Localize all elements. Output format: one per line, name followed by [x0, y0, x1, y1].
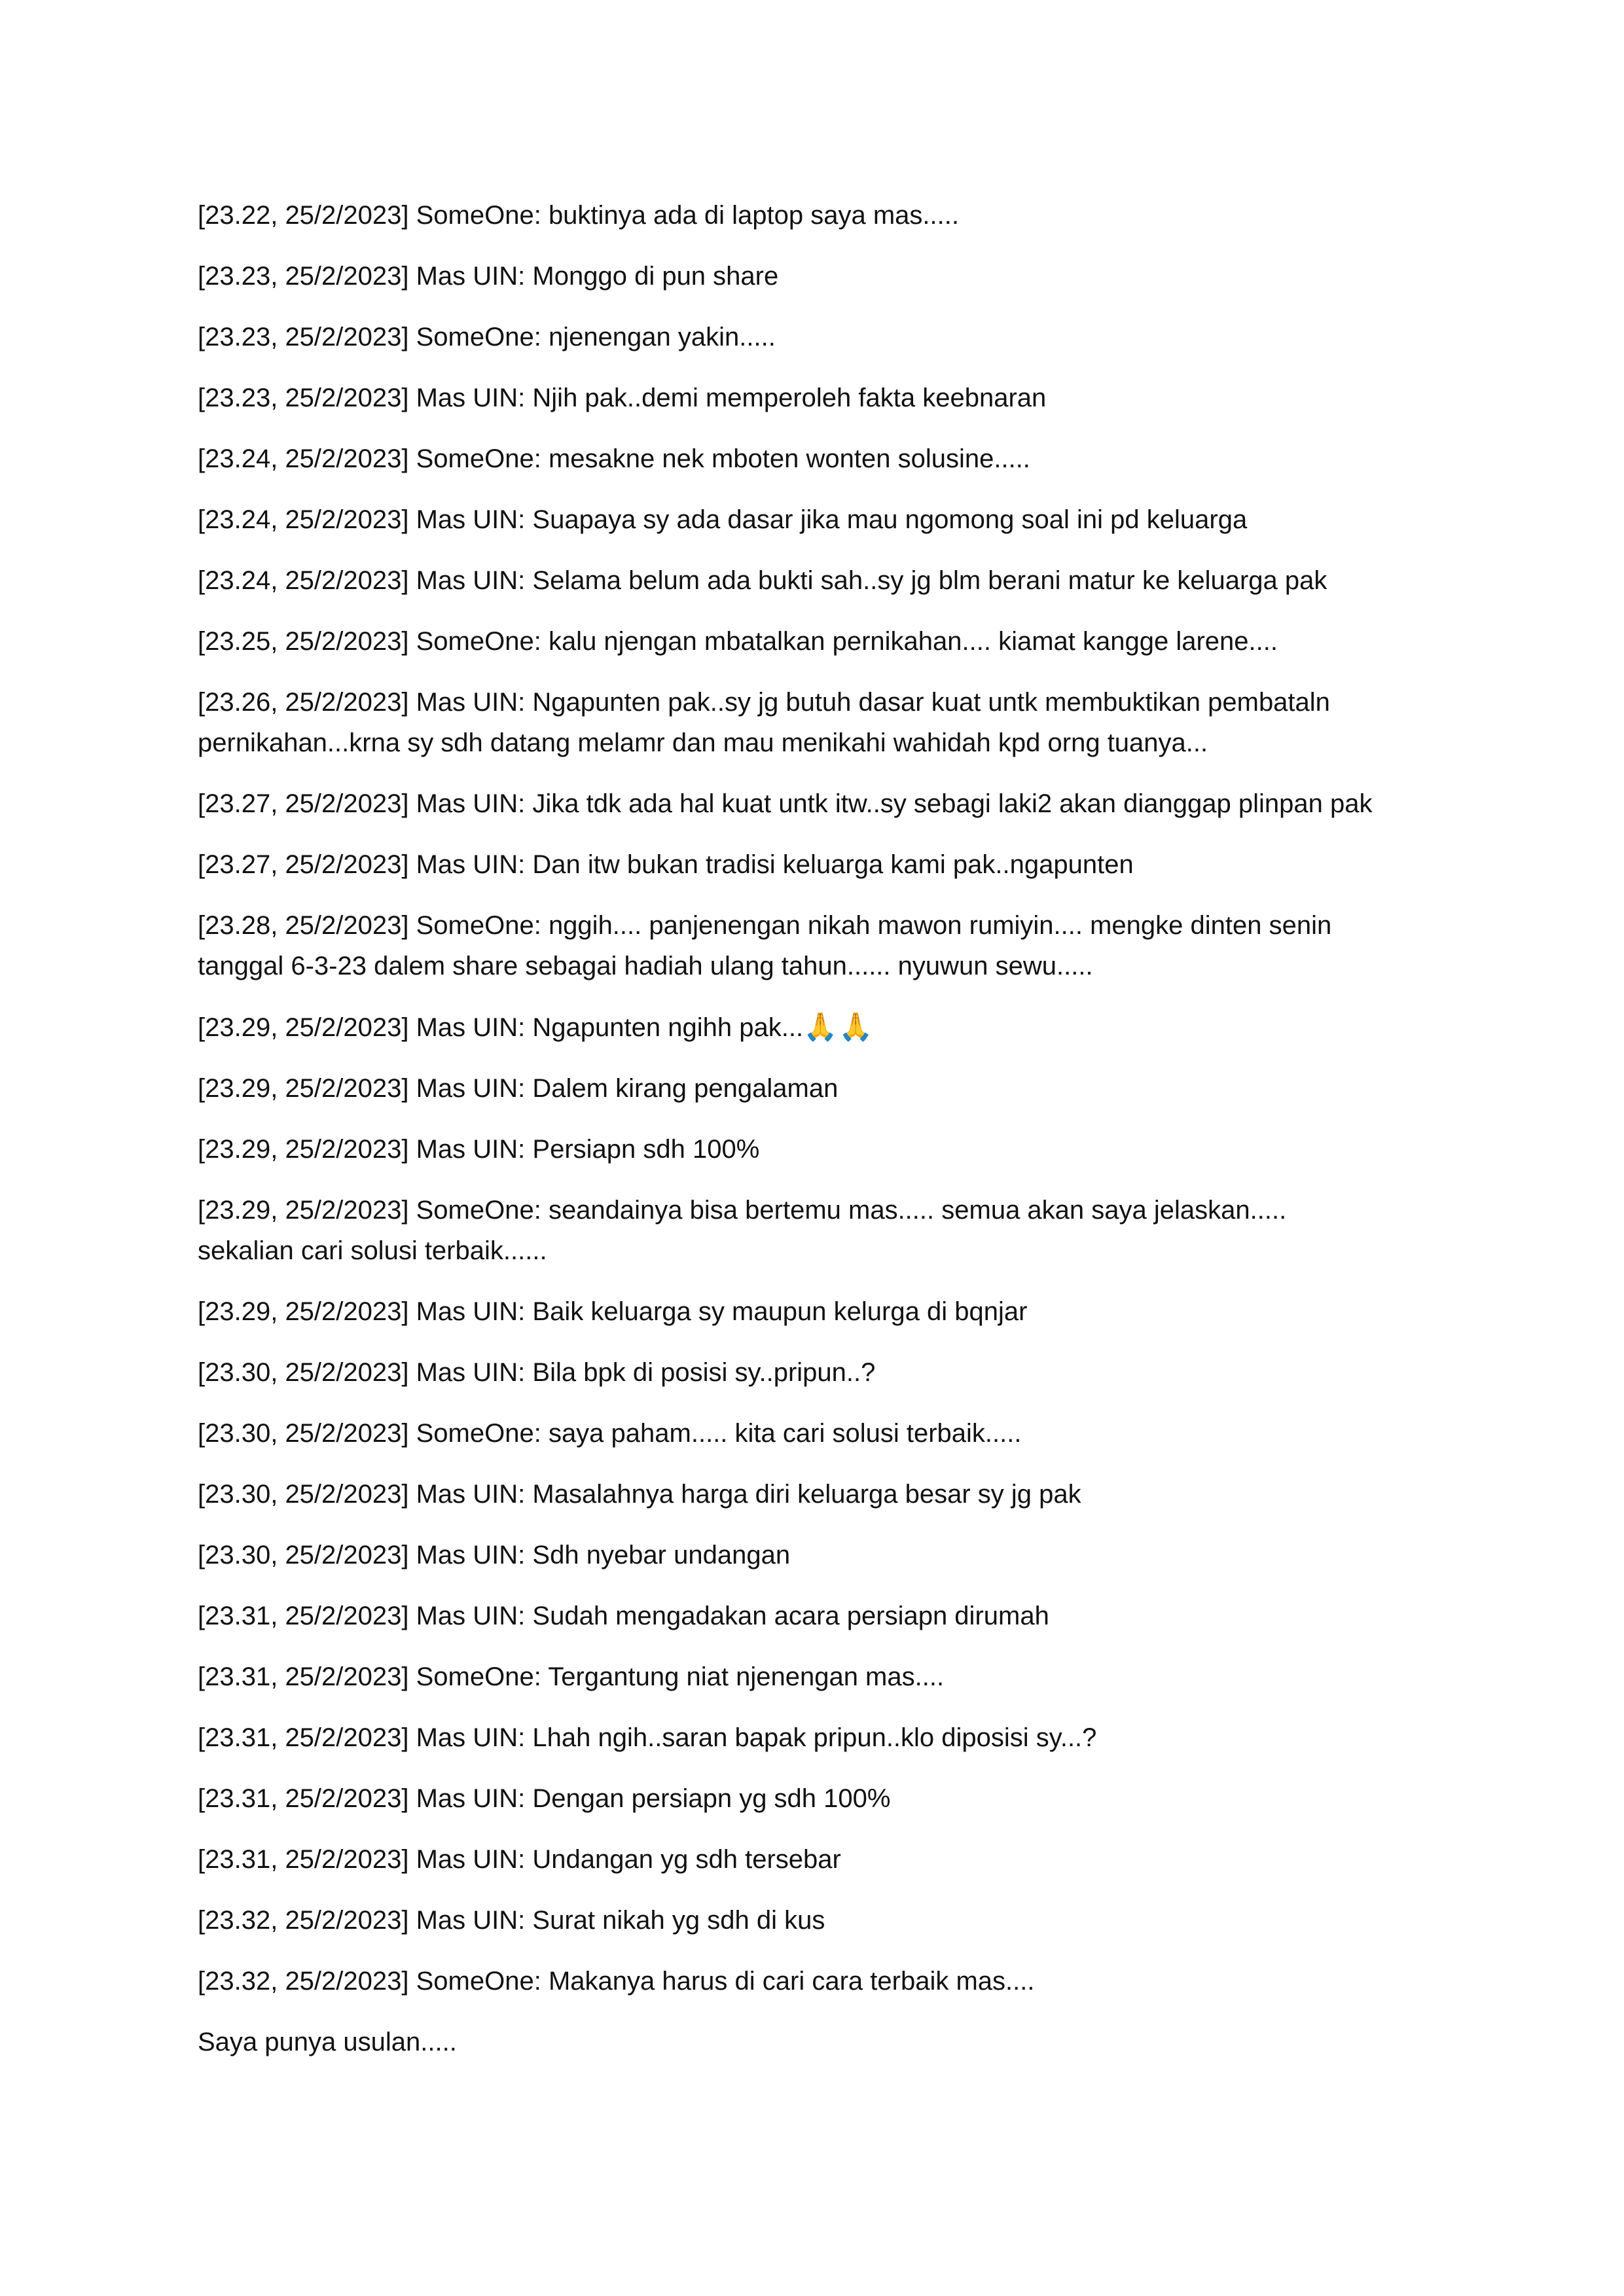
message-line: [23.24, 25/2/2023] Mas UIN: Suapaya sy ada dasar jika mau ngomong soal ini pd keluarga [198, 505, 1248, 534]
message-line: [23.29, 25/2/2023] SomeOne: seandainya bisa bertemu mas..... semua akan saya jelaskan..... [198, 1196, 1287, 1225]
message-line: [23.28, 25/2/2023] SomeOne: nggih.... panjenengan nikah mawon rumiyin.... mengke dinten senin [198, 911, 1332, 940]
message-line: [23.29, 25/2/2023] Mas UIN: Dalem kirang pengalaman [198, 1074, 839, 1103]
message-line: [23.30, 25/2/2023] Mas UIN: Bila bpk di posisi sy..pripun..? [198, 1358, 876, 1387]
message-line: [23.31, 25/2/2023] Mas UIN: Dengan persiapn yg sdh 100% [198, 1784, 891, 1813]
message-line: [23.23, 25/2/2023] Mas UIN: Monggo di pun share [198, 262, 779, 291]
chat-message [198, 2022, 1441, 2062]
chat-message [198, 1474, 1441, 1515]
message-text: [23.29, 25/2/2023] Mas UIN: Ngapunten ngihh pak... [198, 1013, 804, 1042]
chat-message [198, 499, 1441, 540]
message-line: [23.23, 25/2/2023] Mas UIN: Njih pak..demi memperoleh fakta keebnaran [198, 384, 1047, 412]
message-line: [23.24, 25/2/2023] Mas UIN: Selama belum ada bukti sah..sy jg blm berani matur ke keluarga pak [198, 566, 1327, 595]
chat-message [198, 195, 1441, 236]
chat-message [198, 1657, 1441, 1697]
chat-message [198, 1839, 1441, 1880]
chat-message [198, 317, 1441, 357]
chat-message [198, 1291, 1441, 1332]
message-line: [23.31, 25/2/2023] Mas UIN: Lhah ngih..saran bapak pripun..klo diposisi sy...? [198, 1723, 1097, 1752]
message-line: Saya punya usulan..... [198, 2028, 457, 2056]
chat-message [198, 1129, 1441, 1170]
message-line: [23.26, 25/2/2023] Mas UIN: Ngapunten pak..sy jg butuh dasar kuat untk membuktikan pembataln [198, 688, 1330, 717]
message-line: pernikahan...krna sy sdh datang melamr dan mau menikahi wahidah kpd orng tuanya... [198, 728, 1208, 757]
message-line: [23.25, 25/2/2023] SomeOne: kalu njengan mbatalkan pernikahan.... kiamat kangge larene.... [198, 627, 1278, 656]
chat-message [198, 621, 1441, 662]
chat-message [198, 783, 1441, 824]
chat-message [198, 1352, 1441, 1393]
message-line: [23.29, 25/2/2023] Mas UIN: Persiapn sdh 100% [198, 1135, 760, 1164]
message-line: [23.32, 25/2/2023] SomeOne: Makanya harus di cari cara terbaik mas.... [198, 1967, 1035, 1996]
message-line: [23.27, 25/2/2023] Mas UIN: Jika tdk ada hal kuat untk itw..sy sebagi laki2 akan dianggap plinpan pak [198, 789, 1373, 818]
message-line: [23.31, 25/2/2023] Mas UIN: Undangan yg sdh tersebar [198, 1845, 841, 1874]
chat-message [198, 378, 1441, 418]
message-line: [23.30, 25/2/2023] Mas UIN: Masalahnya harga diri keluarga besar sy jg pak [198, 1480, 1081, 1509]
chat-message [198, 439, 1441, 479]
message-line: [23.30, 25/2/2023] Mas UIN: Sdh nyebar undangan [198, 1541, 791, 1570]
message-line: [23.32, 25/2/2023] Mas UIN: Surat nikah yg sdh di kus [198, 1906, 825, 1935]
chat-message [198, 560, 1441, 601]
chat-message [198, 844, 1441, 885]
chat-message [198, 1717, 1441, 1758]
chat-message [198, 1900, 1441, 1941]
chat-message [198, 1413, 1441, 1454]
chat-message [198, 1190, 1441, 1271]
chat-message [198, 682, 1441, 763]
message-line: [23.27, 25/2/2023] Mas UIN: Dan itw bukan tradisi keluarga kami pak..ngapunten [198, 850, 1134, 879]
message-line: [23.30, 25/2/2023] SomeOne: saya paham..... kita cari solusi terbaik..... [198, 1419, 1022, 1448]
chat-message [198, 1961, 1441, 2001]
message-line: [23.23, 25/2/2023] SomeOne: njenengan yakin..... [198, 323, 776, 351]
praying-hands-icon: 🙏🙏 [803, 1011, 875, 1043]
message-line: [23.31, 25/2/2023] SomeOne: Tergantung niat njenengan mas.... [198, 1662, 945, 1691]
message-line: [23.29, 25/2/2023] Mas UIN: Baik keluarga sy maupun kelurga di bqnjar [198, 1297, 1028, 1326]
message-line-with-icon [198, 1007, 1441, 1048]
chat-message [198, 905, 1441, 986]
chat-message [198, 1535, 1441, 1575]
chat-transcript [198, 195, 1441, 2083]
message-line: tanggal 6-3-23 dalem share sebagai hadiah ulang tahun...... nyuwun sewu..... [198, 952, 1093, 980]
message-line: [23.24, 25/2/2023] SomeOne: mesakne nek mboten wonten solusine..... [198, 444, 1030, 473]
chat-message [198, 1596, 1441, 1636]
chat-message [198, 1007, 1441, 1048]
chat-message [198, 1068, 1441, 1109]
chat-message [198, 256, 1441, 296]
message-line: [23.31, 25/2/2023] Mas UIN: Sudah mengadakan acara persiapn dirumah [198, 1602, 1049, 1630]
message-line: [23.22, 25/2/2023] SomeOne: buktinya ada di laptop saya mas..... [198, 201, 959, 230]
message-line: sekalian cari solusi terbaik...... [198, 1236, 547, 1265]
chat-message [198, 1778, 1441, 1819]
